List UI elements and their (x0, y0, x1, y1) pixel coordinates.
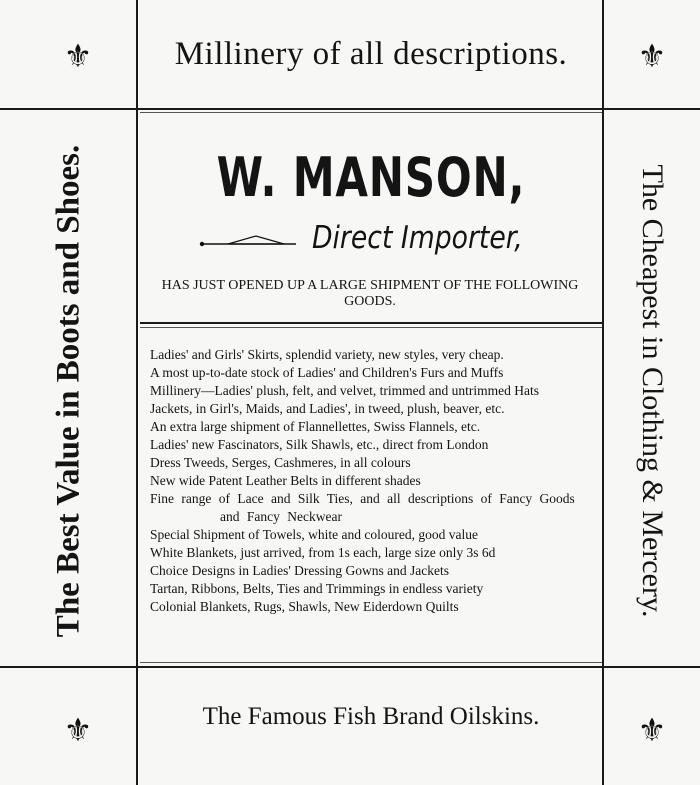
header-title: Millinery of all descriptions. (174, 36, 568, 72)
list-item: Special Shipment of Towels, white and coloured, good value (150, 527, 478, 542)
bottom-divider-thin (140, 662, 602, 663)
list-item: New wide Patent Leather Belts in different shades (150, 473, 421, 488)
right-banner-text: The Cheapest in Clothing & Mercery. (636, 164, 669, 618)
list-item: Ladies' new Fascinators, Silk Shawls, etc., direct from London (150, 437, 489, 452)
fleur-ornament-icon: ⚜ (637, 37, 667, 75)
left-banner-text: The Best Value in Boots and Shoes. (50, 144, 87, 638)
list-item: Jackets, in Girl's, Maids, and Ladies', in tweed, plush, beaver, etc. (150, 401, 505, 416)
footer-title: The Famous Fish Brand Oilskins. (202, 703, 540, 730)
bottom-divider (0, 666, 700, 668)
middle-divider-thin (140, 327, 602, 328)
fleur-ornament-icon: ⚜ (63, 37, 93, 75)
list-item: White Blankets, just arrived, from 1s each, large size only 3s 6d (150, 545, 496, 560)
fleur-ornament-icon: ⚜ (637, 711, 667, 749)
goods-list (150, 346, 600, 616)
list-item: Ladies' and Girls' Skirts, splendid variety, new styles, very cheap. (150, 347, 504, 362)
list-item: Tartan, Ribbons, Belts, Ties and Trimmings in endless variety (150, 581, 484, 596)
right-banner (604, 116, 700, 666)
fleur-ornament-icon: ⚜ (63, 711, 93, 749)
list-item: An extra large shipment of Flannellettes, Swiss Flannels, etc. (150, 419, 481, 434)
top-divider-thin (140, 112, 602, 113)
list-item: Colonial Blankets, Rugs, Shawls, New Eiderdown Quilts (150, 599, 459, 614)
list-item: Millinery—Ladies' plush, felt, and velvet, trimmed and untrimmed Hats (150, 383, 539, 398)
merchant-tagline: Direct Importer, (312, 220, 523, 256)
merchant-name: W. MANSON, (216, 146, 526, 209)
list-item: A most up-to-date stock of Ladies' and Children's Furs and Muffs (150, 365, 504, 380)
middle-divider (140, 322, 602, 324)
list-item: Dress Tweeds, Serges, Cashmeres, in all colours (150, 455, 411, 470)
left-banner (0, 116, 137, 666)
list-item: Choice Designs in Ladies' Dressing Gowns and Jackets (150, 563, 450, 578)
intro-text: HAS JUST OPENED UP A LARGE SHIPMENT OF THE FOLLOWING GOODS. (161, 278, 579, 309)
top-divider (0, 108, 700, 110)
list-item: Fine range of Lace and Silk Ties, and all descriptions of Fancy Goods and Fancy Neckwear (150, 491, 575, 524)
flourish-icon (198, 232, 298, 250)
